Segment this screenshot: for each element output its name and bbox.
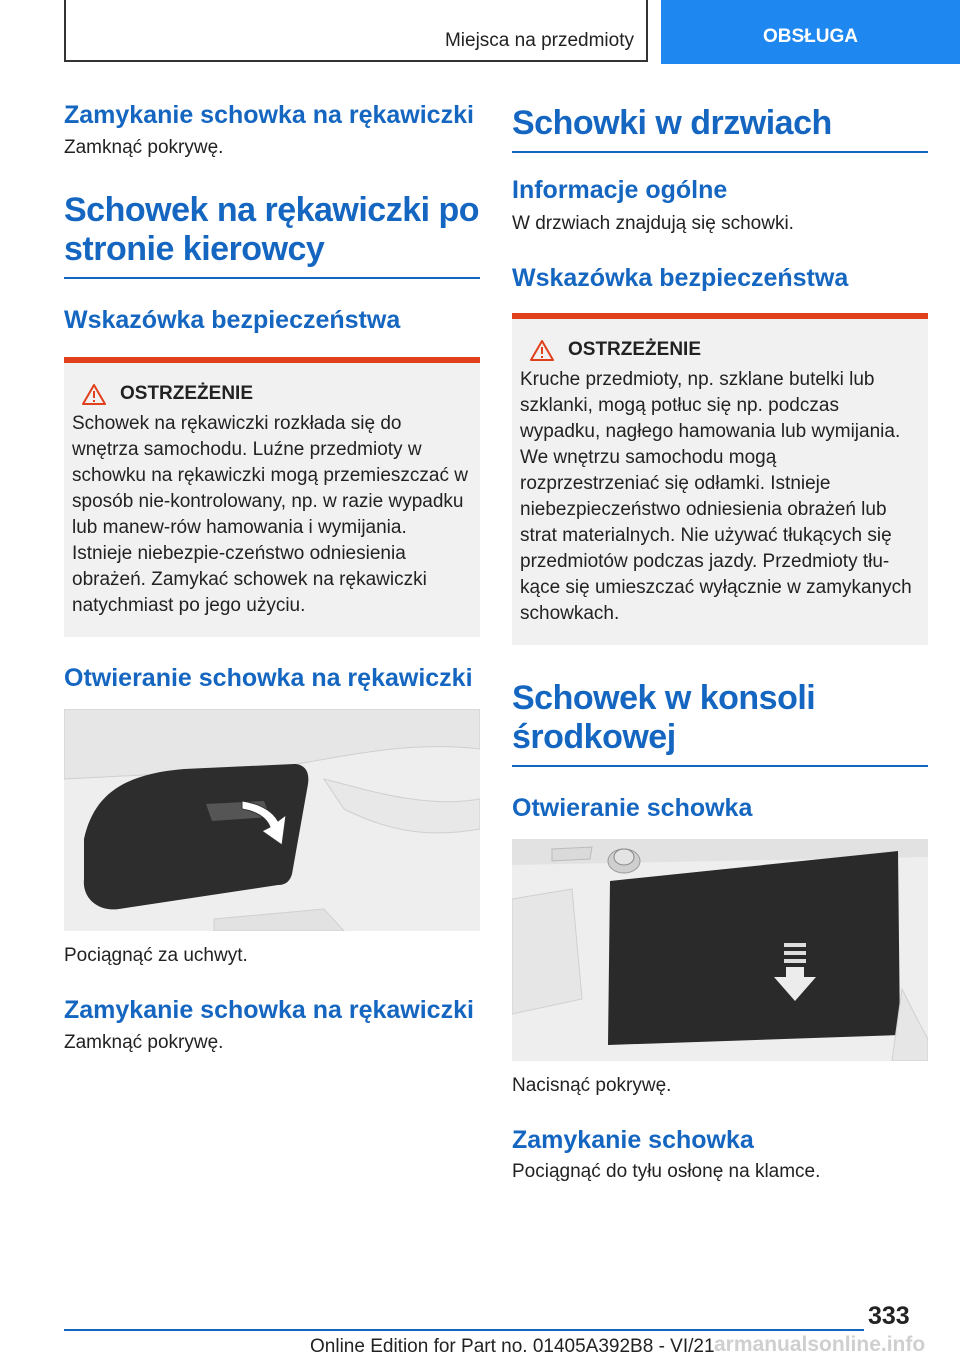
heading-close-compartment: Zamykanie schowka: [512, 1126, 754, 1154]
heading-close-glovebox: Zamykanie schowka na rękawiczki: [64, 101, 474, 129]
right-column: [512, 100, 928, 1185]
warning-header-right: [520, 339, 920, 361]
warning-box-right: [512, 313, 928, 645]
page-number: 333: [868, 1302, 910, 1330]
heading-close-glovebox-2: Zamykanie schowka na rękawiczki: [64, 996, 474, 1024]
warning-header-left: [72, 383, 472, 405]
glovebox-illustration: [64, 709, 480, 931]
heading-driver-glovebox: Schowek na rękawiczki po stronie kierowcy: [64, 191, 480, 279]
text-open-glovebox: Pociągnąć za uchwyt.: [64, 945, 248, 966]
footer-edition: Online Edition for Part no. 01405A392B8 - VI/21: [310, 1336, 715, 1357]
footer-rule: [64, 1329, 864, 1331]
warning-box-left: [64, 357, 480, 637]
heading-door-compartments: Schowki w drzwiach: [512, 104, 928, 153]
heading-general-info: Informacje ogólne: [512, 176, 728, 204]
watermark: armanualsonline.info: [714, 1333, 926, 1356]
warning-text-right: Kruche przedmioty, np. szklane butelki lub szklanki, mogą potłuc się np. podczas wypadku, nagłego hamowania lub wymijania. We wnętrzu samochodu mogą rozprzestrzeniać się odłamki. Istnieje niebezpieczeństwo odniesienia obrażeń lub strat materialnych. Nie używać tłukących się przedmiotów podczas jazdy. Przedmioty tłu‐kące się umieszczać wyłącznie w zamykanych schowkach.: [520, 369, 912, 624]
warning-triangle-icon: [82, 383, 106, 405]
text-close-glovebox: Zamknąć pokrywę.: [64, 137, 224, 158]
warning-text-left: Schowek na rękawiczki rozkłada się do wnętrza samochodu. Luźne przedmioty w schowku na rękawiczki mogą przemieszczać w sposób nie‐kontrolowany, np. w razie wypadku lub manew‐rów hamowania i wymijania. Istnieje niebezpie‐czeństwo odniesienia obrażeń. Zamykać schowek na rękawiczki natychmiast po jego użyciu.: [72, 413, 468, 616]
heading-safety-left: Wskazówka bezpieczeństwa: [64, 306, 401, 334]
heading-open-compartment: Otwieranie schowka: [512, 794, 753, 822]
heading-center-console: Schowek w konsoli środkowej: [512, 679, 928, 767]
text-general-info: W drzwiach znajdują się schowki.: [512, 213, 794, 234]
warning-triangle-icon: [530, 339, 554, 361]
warning-label-right: OSTRZEŻENIE: [568, 339, 702, 360]
warning-label-left: OSTRZEŻENIE: [120, 383, 254, 404]
left-column: [64, 100, 480, 1056]
text-close-compartment: Pociągnąć do tyłu osłonę na klamce.: [512, 1161, 821, 1182]
header-chapter-tab: OBSŁUGA: [661, 0, 960, 64]
console-illustration: [512, 839, 928, 1061]
heading-open-glovebox: Otwieranie schowka na rękawiczki: [64, 664, 473, 692]
heading-safety-right: Wskazówka bezpieczeństwa: [512, 264, 849, 292]
text-open-compartment: Nacisnąć pokrywę.: [512, 1075, 672, 1096]
header-section-title: Miejsca na przedmioty: [444, 30, 634, 51]
text-close-glovebox-2: Zamknąć pokrywę.: [64, 1032, 224, 1053]
